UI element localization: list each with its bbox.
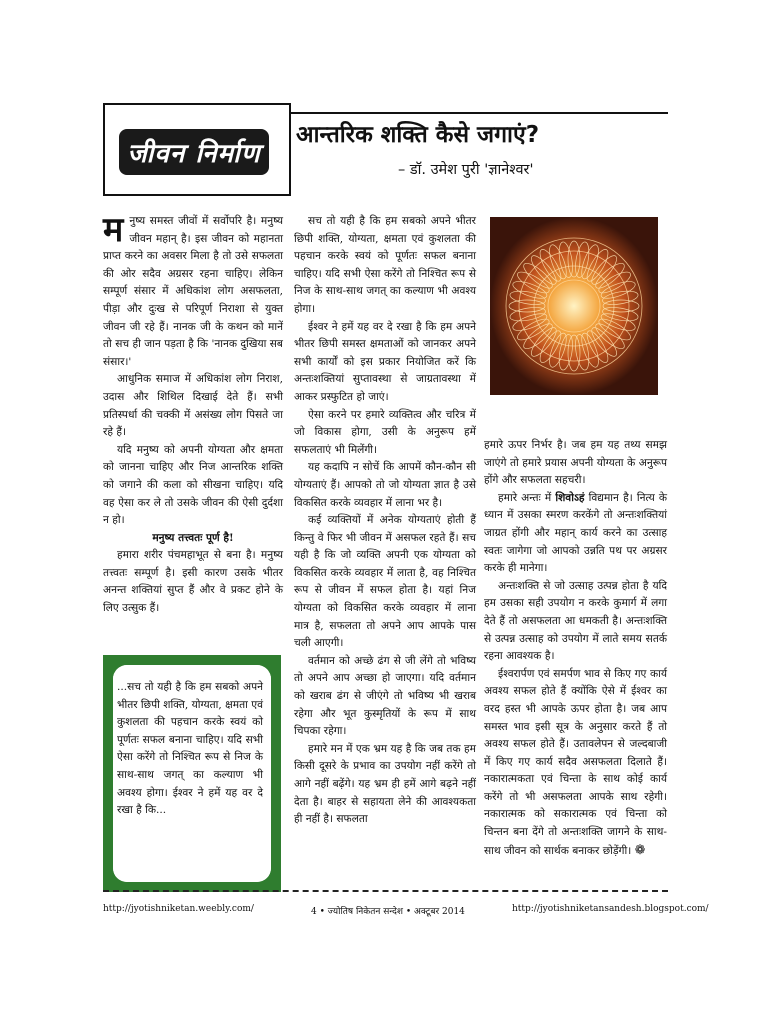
header-rule [290, 112, 668, 114]
flower-end-icon: ❁ [634, 842, 646, 858]
emphasis-text: शिवोऽहं [555, 491, 585, 504]
footer-right-url[interactable]: http://jyotishniketansandesh.blogspot.com/ [512, 904, 709, 914]
paragraph-text: हमारे अन्तः में [498, 491, 556, 504]
paragraph [484, 666, 667, 861]
pull-quote-text: ...सच तो यही है कि हम सबको अपने भीतर छिपी शक्ति, योग्यता, क्षमता एवं कुशलता की पहचान करके स्वयं को पूर्णतः सफल बनाना चाहिए। यदि सभी ऐसा करेंगे तो निश्चित रूप से निज के साथ-साथ जगत् का कल्याण भी अवश्य होगा। ईश्वर ने हमें यह वर दे रखा है कि... [117, 681, 263, 817]
footer-divider [103, 890, 668, 892]
paragraph [103, 210, 283, 371]
dropcap: म [103, 210, 124, 250]
paragraph: हमारे ऊपर निर्भर है। जब हम यह तथ्य समझ जाएंगे तो हमारे प्रयास अपनी योग्यता के अनुरूप होंगे और सफलता सहचरी। [484, 439, 667, 487]
paragraph: यदि मनुष्य को अपनी योग्यता और क्षमता को जानना चाहिए और निज आन्तरिक शक्ति को जगाने की कला को सीखना चाहिए। यदि वह ऐसा कर ले तो उसके जीवन की ऐसी दुर्दशा न हो। [103, 443, 283, 527]
subheading: मनुष्य तत्त्वतः पूर्ण है! [152, 531, 234, 544]
paragraph: हमारे मन में एक भ्रम यह है कि जब तक हम किसी दूसरे के प्रभाव का उपयोग नहीं करेंगे तो आगे नहीं बढ़ेंगे। यह भ्रम ही हमें आगे बढ़ने नहीं देता है। बाहर से सहायता लेने की आवश्यकता ही नहीं है। सफलता [294, 742, 476, 826]
paragraph: सच तो यही है कि हम सबको अपने भीतर छिपी शक्ति, योग्यता, क्षमता एवं कुशलता की पहचान करके स्वयं को पूर्णतः सफल बनाना चाहिए। यदि सभी ऐसा करेंगे तो निश्चित रूप से निज के साथ-साथ जगत् का कल्याण भी अवश्य होगा। [294, 215, 476, 315]
column-2 [294, 213, 476, 829]
column-3 [484, 437, 667, 860]
paragraph: ईश्वर ने हमें यह वर दे रखा है कि हम अपने भीतर छिपी समस्त क्षमताओं को जानकर अपने सभी कार्यों को इस प्रकार नियोजित करें कि अन्तःशक्तियां सुप्तावस्था से जाग्रतावस्था में आकर प्रस्फुटित हो जाएं। [294, 320, 476, 403]
paragraph-text: ईश्वरार्पण एवं समर्पण भाव से किए गए कार्य अवश्य सफल होते हैं क्योंकि ऐसे में ईश्वर का वरद हस्त भी आपके ऊपर होता है। जब आप समस्त भाव इसी सूत्र के अनुसार करते हैं तो अवश्य सफल होते हैं। उतावलेपन से जल्दबाजी में किए गए कार्य सदैव असफलता दिलाते हैं। नकारात्मकता एवं चिन्ता के साथ कोई कार्य करेंगे तो भी असफलता आपके साथ रहेगी। नकारात्मक को सकारात्मक एवं चिन्ता को चिन्तन बना देंगे तो अन्तःशक्ति जागने के साथ-साथ जीवन को सार्थक बनाकर छोड़ेंगी। [484, 667, 667, 857]
paragraph: ऐसा करने पर हमारे व्यक्तित्व और चरित्र में जो विकास होगा, उसी के अनुरूप हमें सफलताएं भी मिलेंगी। [294, 408, 476, 456]
paragraph: हमारा शरीर पंचमहाभूत से बना है। मनुष्य तत्त्वतः सम्पूर्ण है। इसी कारण उसके भीतर अनन्त शक्तियां सुप्त हैं और वे प्रकट होने के लिए उत्सुक हैं। [103, 549, 283, 615]
pull-quote-frame [103, 655, 281, 892]
column-1 [103, 210, 283, 618]
article-byline: – डॉ. उमेश पुरी 'ज्ञानेश्वर' [398, 162, 534, 178]
section-brand-box [103, 103, 291, 196]
footer-left-url[interactable]: http://jyotishniketan.weebly.com/ [103, 904, 254, 914]
paragraph: यह कदापि न सोचें कि आपमें कौन-कौन सी योग्यताएं हैं। आपको तो जो योग्यता ज्ञात है उसे विकसित करके व्यवहार में लाना भर है। [294, 461, 476, 509]
paragraph: कई व्यक्तियों में अनेक योग्यताएं होती हैं किन्तु वे फिर भी जीवन में असफल रहते हैं। सच यही है कि जो व्यक्ति अपनी एक योग्यता को विकसित करके व्यवहार में लाता है, वह निश्चित रूप से जीवन में सफल होता है। यहां निज योग्यता को विकसित करके व्यवहार में लाना मात्र है, सफलता तो अपने आप आपके पास चली आएगी। [294, 514, 476, 650]
article-headline: आन्तरिक शक्ति कैसे जगाएं? [296, 122, 540, 148]
paragraph: आधुनिक समाज में अधिकांश लोग निराश, उदास और शिथिल दिखाई देते हैं। सभी प्रतिस्पर्धा की चक्की में असंख्य लोग पिसते जा रहे हैं। [103, 373, 283, 439]
footer-folio: 4 • ज्योतिष निकेतन सन्देश • अक्टूबर 2014 [311, 907, 465, 917]
mandala-image [490, 217, 658, 395]
paragraph: अन्तःशक्ति से जो उत्साह उत्पन्न होता है यदि हम उसका सही उपयोग न करके कुमार्ग में लगा देते हैं तो असफलता आ धमकती है। अन्तःशक्ति से उत्पन्न उत्साह को उपयोग में लाते समय सतर्क रहना आवश्यक है। [484, 579, 667, 663]
paragraph-text: विद्यमान है। नित्य के ध्यान में उसका स्मरण करकेंगे तो अन्तःशक्तियां जाग्रत होंगी और महान् कार्य करने का उत्साह स्वतः जागेगा जो आपको उन्नति पथ पर अग्रसर करके ही मानेगा। [484, 491, 667, 575]
paragraph [484, 490, 667, 578]
paragraph-text: नुष्य समस्त जीवों में सर्वोपरि है। मनुष्य जीवन महान् है। इस जीवन को महानता प्राप्त करने का अवसर मिला है तो उसे सफलता की ओर सदैव अग्रसर रहना चाहिए। लेकिन सम्पूर्ण संसार में अधिकांश लोग असफलता, पीड़ा और दुःख से परिपूर्ण निराशा से युक्त जीवन जी रहे हैं। नानक जी के कथन को मानें तो सच ही जान पड़ता है कि 'नानक दुखिया सब संसार।' [103, 215, 283, 368]
section-brand-label: जीवन निर्माण [119, 129, 269, 175]
paragraph: वर्तमान को अच्छे ढंग से जी लेंगे तो भविष्य तो अपने आप अच्छा हो जाएगा। यदि वर्तमान को खराब ढंग से जीएंगे तो भविष्य भी खराब रहेगा और भूत कुस्मृतियों के रूप में साथ चिपका रहेगा। [294, 654, 476, 738]
